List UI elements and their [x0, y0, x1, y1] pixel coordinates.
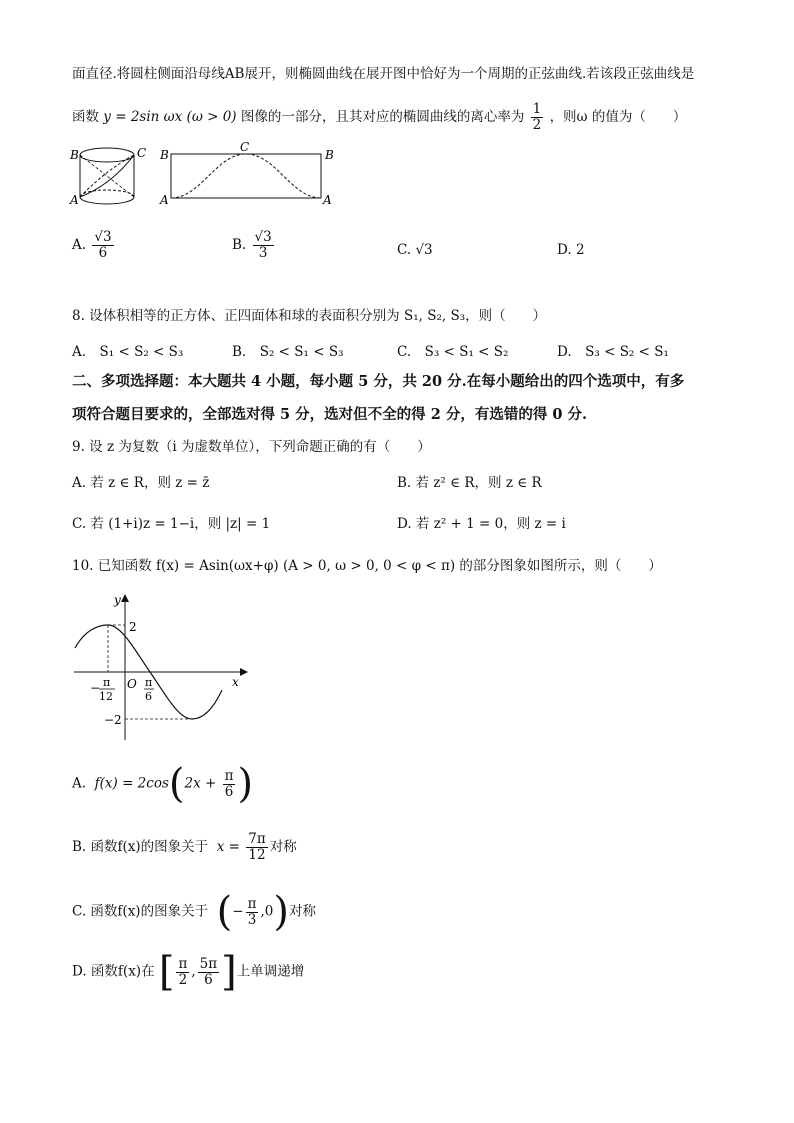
q10-option-c-rparen: ) [273, 889, 289, 935]
q10-option-a-rparen: ) [237, 761, 254, 807]
q7-function: y = 2sin ωx (ω > 0) [103, 109, 237, 125]
q10-option-a-label: A. [72, 775, 87, 792]
q8-option-b[interactable]: B. S₂ < S₁ < S₃ [232, 344, 344, 360]
q10-option-b-text: B. 函数f(x)的图象关于 [72, 839, 209, 855]
q7-option-d[interactable] [557, 240, 585, 260]
q7-option-b-num: √3 [254, 229, 272, 245]
sine-curve-dashed [171, 154, 321, 198]
q10-option-a-func: f(x) = 2cos [94, 775, 169, 792]
unrolled-rectangle [171, 154, 321, 198]
q7-option-a-label: A. [72, 237, 87, 253]
q10-option-d-num1: π [178, 955, 188, 972]
q10-option-a-den: 6 [223, 784, 236, 800]
q9-option-a[interactable]: A. 若 z ∈ R，则 z = z̄ [72, 475, 210, 491]
q10-option-c-fraction [246, 897, 259, 928]
q7-option-c-label: C. [397, 242, 412, 258]
q7-option-b-den: 3 [253, 245, 274, 261]
x-axis-arrow-icon [240, 668, 248, 676]
q10-option-c-den: 3 [246, 912, 259, 928]
q7-line2 [72, 102, 686, 133]
max-value-label: 2 [129, 620, 137, 634]
q8-option-d[interactable]: D. S₃ < S₂ < S₁ [557, 344, 669, 360]
q10-option-a-inner: 2x + [184, 775, 217, 792]
y-axis-label: y [114, 593, 121, 607]
q8-option-a[interactable]: A. S₁ < S₂ < S₃ [72, 344, 184, 360]
q10-option-c[interactable] [72, 889, 316, 935]
origin-label: O [127, 677, 137, 691]
q10-option-c-sign: − [232, 903, 244, 920]
label-A-cyl: A [70, 193, 79, 207]
q9-option-c[interactable]: C. 若 (1+i)z = 1−i，则 |z| = 1 [72, 516, 271, 532]
q7-figure [66, 140, 346, 212]
q7-option-a[interactable] [72, 230, 116, 261]
q10-option-a-lparen: ( [168, 761, 185, 807]
q7-half-fraction [531, 102, 544, 133]
q7-option-d-label: D. [557, 242, 572, 258]
q7-line2-post: ，则ω 的值为（ ） [549, 109, 687, 125]
q10-option-c-text: C. 函数f(x)的图象关于 [72, 903, 209, 920]
q10-graph [70, 590, 250, 745]
q7-line2-pre: 函数 [72, 109, 99, 125]
left-tick-den: 12 [99, 690, 113, 703]
q10-option-d-fraction1 [176, 957, 189, 988]
q7-option-a-num: √3 [94, 229, 112, 245]
q7-option-a-den: 6 [92, 245, 113, 261]
label-A-right: A [323, 193, 332, 207]
left-tick-num: π [103, 676, 111, 689]
q8-stem: 8. 设体积相等的正方体、正四面体和球的表面积分别为 S₁, S₂, S₃，则（ ） [72, 308, 547, 324]
q7-option-c[interactable] [397, 240, 433, 260]
q10-option-a-num: π [224, 767, 234, 784]
label-A-left: A [160, 193, 169, 207]
q10-option-d-lbracket: [ [158, 949, 175, 995]
q7-option-b-fraction [253, 230, 274, 261]
label-C-cyl: C [137, 146, 147, 160]
q9-stem: 9. 设 z 为复数（i 为虚数单位），下列命题正确的有（ ） [72, 439, 431, 455]
cylinder-top-ellipse [80, 148, 134, 162]
q10-option-c-tail: ,0 [260, 903, 274, 920]
cylinder-bottom-front [80, 197, 134, 204]
q9-option-b[interactable]: B. 若 z² ∈ R，则 z ∈ R [397, 475, 542, 491]
q10-option-b-fraction [246, 832, 267, 863]
q10-option-d-den2: 6 [198, 972, 219, 988]
q10-option-d-num2: 5π [199, 955, 218, 972]
q10-option-d-rbracket: ] [221, 949, 237, 995]
q7-option-d-value: 2 [575, 242, 585, 258]
q7-line2-mid: 图像的一部分，且其对应的椭圆曲线的离心率为 [240, 109, 525, 125]
x-axis-label: x [232, 675, 239, 689]
right-tick-num: π [145, 676, 153, 689]
q10-option-b-x: x = [216, 839, 240, 855]
label-B-cyl: B [70, 148, 79, 162]
q10-option-c-num: π [247, 895, 257, 912]
left-tick-sign: − [90, 681, 101, 695]
label-C-top: C [240, 140, 250, 154]
q9-option-d[interactable]: D. 若 z² + 1 = 0，则 z = i [397, 516, 566, 532]
q8-option-c[interactable]: C. S₃ < S₁ < S₂ [397, 344, 509, 360]
min-value-label: −2 [104, 713, 122, 727]
section2-line1: 二、多项选择题：本大题共 4 小题，每小题 5 分，共 20 分.在每小题给出的四个选项中，有多 [72, 373, 685, 390]
q10-option-b-num: 7π [248, 831, 266, 847]
q10-option-b-post: 对称 [269, 839, 297, 855]
cylinder-diagonal [80, 155, 134, 197]
q7-half-num: 1 [532, 101, 542, 117]
label-B-right: B [325, 148, 334, 162]
q7-option-b[interactable] [232, 230, 276, 261]
q10-option-d-fraction2 [198, 957, 219, 988]
q7-option-a-fraction [92, 230, 113, 261]
q10-option-c-post: 对称 [288, 903, 316, 920]
q10-option-d-den1: 2 [176, 972, 189, 988]
q7-half-den: 2 [532, 117, 542, 133]
q7-option-b-label: B. [232, 237, 247, 253]
q10-option-a[interactable] [72, 761, 254, 807]
q10-option-b[interactable] [72, 832, 297, 863]
right-tick-den: 6 [145, 690, 152, 703]
q10-option-d[interactable]: D. 函数f(x)在 [ $\frac{\pi}{2}$ , $\frac{5\pi}{6}$ ]上单调递增 [72, 949, 305, 995]
label-B-left: B [160, 148, 169, 162]
section2-line2: 项符合题目要求的，全部选对得 5 分，选对但不全的得 2 分，有选错的得 0 分. [72, 406, 588, 423]
q10-option-d-post: 上单调递增 [236, 963, 305, 980]
q7-option-c-value: √3 [415, 242, 433, 258]
y-axis-arrow-icon [121, 594, 129, 602]
q10-option-d-text: D. 函数f(x)在 [72, 963, 155, 980]
q10-option-b-den: 12 [246, 847, 267, 863]
q10-stem: 10. 已知函数 f(x) = Asin(ωx+φ) (A > 0, ω > 0, 0 < φ < π) 的部分图象如图所示，则（ ） [72, 558, 662, 574]
q7-line1: 面直径.将圆柱侧面沿母线AB展开，则椭圆曲线在展开图中恰好为一个周期的正弦曲线.若该段正弦曲线是 [72, 66, 695, 82]
q10-option-c-lparen: ( [216, 889, 233, 935]
q10-option-a-fraction [223, 769, 236, 800]
